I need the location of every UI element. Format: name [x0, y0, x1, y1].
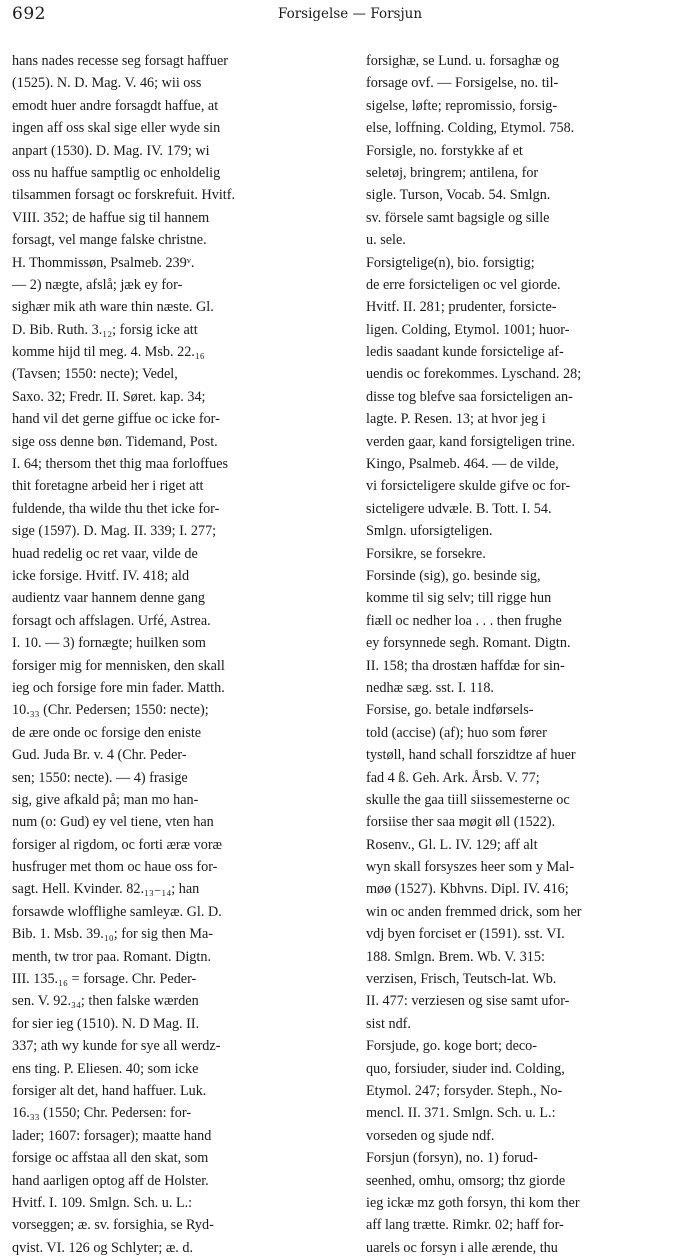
text-line: Forsinde (sig), go. besinde sig,: [366, 567, 541, 584]
text-line: de ære onde oc forsige den eniste: [12, 724, 202, 741]
text-line: VIII. 352; de haffue sig til hannem: [12, 209, 210, 226]
text-line: Gud. Juda Br. v. 4 (Chr. Peder-: [12, 747, 187, 764]
text-line: num (o: Gud) ey vel tiene, vten han: [12, 814, 214, 831]
text-line: Forsigle, no. forstykke af et: [366, 142, 523, 159]
text-line: komme til sig selv; till rigge hun: [366, 590, 552, 607]
text-line: I. 64; thersom thet thig maa forloffues: [12, 456, 229, 473]
text-line: nedhæ sæg. sst. I. 118.: [366, 679, 494, 696]
page-header: [12, 4, 688, 30]
text-line: Bib. 1. Msb. 39.₁₀; for sig then Ma-: [12, 926, 214, 943]
text-line: Hvitf. II. 281; prudenter, forsicte-: [366, 299, 557, 316]
text-line: quo, forsiuder, siuder ind. Colding,: [366, 1060, 565, 1077]
text-line: hans nades recesse seg forsagt haffuer: [12, 53, 229, 69]
text-line: Forsikre, se forsekre.: [366, 545, 486, 562]
text-line: Etymol. 247; forsyder. Steph., No-: [366, 1082, 563, 1099]
left-column: [12, 50, 342, 1259]
right-column: [366, 50, 688, 1259]
text-line: (Tavsen; 1550: necte); Vedel,: [12, 366, 178, 383]
text-line: de erre forsicteligen oc vel giorde.: [366, 276, 561, 293]
text-line: I. 10. — 3) fornægte; huilken som: [12, 635, 206, 652]
text-line: forsage ovf. — Forsigelse, no. til-: [366, 75, 559, 92]
text-line: qvist. VI. 126 og Schlyter; æ. d.: [12, 1239, 194, 1256]
text-line: Saxo. 32; Fredr. II. Søret. kap. 34;: [12, 388, 206, 405]
text-line: møø (1527). Kbhvns. Dipl. IV. 416;: [366, 881, 569, 898]
text-line: vi forsicteligere skulde gifve oc for-: [366, 478, 571, 495]
text-line: 10.₃₃ (Chr. Pedersen; 1550: necte);: [12, 702, 209, 719]
text-line: for sier ieg (1510). N. D Mag. II.: [12, 1015, 200, 1032]
text-line: tystøll, hand schall forszidtze af huer: [366, 747, 576, 764]
text-line: ingen aff oss skal sige eller wyde sin: [12, 120, 221, 137]
text-line: thit foretagne arbeid her i riget att: [12, 478, 204, 495]
text-line: Forsjun (forsyn), no. 1) forud-: [366, 1150, 538, 1167]
text-line: tilsammen forsagt oc forskrefuit. Hvitf.: [12, 187, 236, 204]
text-line: Forsjude, go. koge bort; deco-: [366, 1038, 538, 1055]
text-line: sigelse, løfte; repromissio, forsig-: [366, 97, 558, 114]
text-line: Kingo, Psalmeb. 464. — de vilde,: [366, 456, 559, 473]
running-head: Forsigelse — Forsjun: [277, 6, 423, 22]
text-line: forsiger mig for mennisken, den skall: [12, 657, 225, 674]
text-line: oss nu haffue samptlig oc enholdelig: [12, 164, 221, 181]
text-line: wyn skall forsyszes heer som y Mal-: [366, 859, 575, 876]
text-line: ens ting. P. Eliesen. 40; som icke: [12, 1060, 199, 1077]
text-line: uarels oc forsyn i alle ærende, thu: [366, 1239, 558, 1256]
text-line: sicteligere udvæle. B. Tott. I. 54.: [366, 500, 552, 517]
text-line: sige (1597). D. Mag. II. 339; I. 277;: [12, 523, 217, 540]
text-line: komme hijd til meg. 4. Msb. 22.₁₆: [12, 344, 205, 361]
text-line: forsiise ther saa møgit øll (1522).: [366, 814, 556, 831]
page-number: 692: [12, 4, 46, 24]
text-line: lagte. P. Resen. 13; at hvor jeg i: [366, 411, 546, 428]
text-line: ledis saadant kunde forsictelige af-: [366, 344, 564, 361]
text-line: sig, give afkald på; man mo han-: [12, 791, 199, 808]
text-line: audientz vaar hannem denne gang: [12, 590, 206, 607]
text-line: Forsise, go. betale indførsels-: [366, 702, 534, 719]
text-line: vorseden og sjude ndf.: [366, 1127, 495, 1144]
text-line: sige oss denne bøn. Tidemand, Post.: [12, 433, 218, 450]
text-line: Rosenv., Gl. L. IV. 129; aff alt: [366, 836, 538, 853]
text-line: 16.₃₃ (1550; Chr. Pedersen: for-: [12, 1105, 192, 1122]
text-line: disse tog blefve saa forsicteligen an-: [366, 388, 573, 405]
text-line: huad redelig oc ret vaar, vilde de: [12, 545, 198, 562]
text-line: husfruger met thom oc haue oss for-: [12, 859, 218, 876]
text-line: forsagt, vel mange falske christne.: [12, 232, 207, 249]
text-line: 337; ath wy kunde for sye all werdz-: [12, 1038, 221, 1055]
text-line: verden gaar, kand forsigteligen trine.: [366, 433, 576, 450]
text-line: fad 4 ß. Geh. Ark. Årsb. V. 77;: [366, 769, 540, 786]
text-line: D. Bib. Ruth. 3.₁₂; forsig icke att: [12, 321, 198, 338]
text-line: II. 158; tha drostæn haffdæ for sin-: [366, 657, 565, 674]
text-line: seenhed, omhu, omsorg; thz giorde: [366, 1172, 566, 1189]
text-line: vdj byen forciset er (1591). sst. VI.: [366, 926, 565, 943]
text-line: forsiger alt det, hand haffuer. Luk.: [12, 1082, 207, 1099]
text-line: skulle the gaa tiill siissemesterne oc: [366, 791, 570, 808]
text-line: sist ndf.: [366, 1015, 411, 1032]
text-line: fiæll oc nedher loa . . . then frughe: [366, 612, 562, 629]
text-line: verzisen, Frisch, Teutsch-lat. Wb.: [366, 971, 557, 988]
text-line: u. sele.: [366, 232, 406, 249]
text-line: ieg och forsige fore min fader. Matth.: [12, 679, 225, 696]
text-line: hand vil det gerne giffue oc icke for-: [12, 411, 220, 428]
text-line: ligen. Colding, Etymol. 1001; huor-: [366, 321, 570, 338]
text-line: II. 477: verziesen og sise samt ufor-: [366, 993, 570, 1010]
text-line: win oc anden fremmed drick, som her: [366, 903, 582, 920]
text-line: forsawde wlofflighe samleyæ. Gl. D.: [12, 903, 222, 920]
text-line: — 2) nægte, afslå; jæk ey for-: [12, 276, 183, 293]
text-line: aff lang trætte. Rimkr. 02; haff for-: [366, 1217, 564, 1234]
text-line: sen. V. 92.₃₄; then falske wærden: [12, 993, 199, 1010]
text-line: emodt huer andre forsagdt haffue, at: [12, 97, 219, 114]
text-line: forsagt och affslagen. Urfé, Astrea.: [12, 612, 211, 629]
text-line: menth, tw tror paa. Romant. Digtn.: [12, 948, 211, 965]
text-line: ieg ickæ mz goth forsyn, thi kom ther: [366, 1194, 580, 1211]
text-line: Hvitf. I. 109. Smlgn. Sch. u. L.:: [12, 1194, 193, 1211]
text-line: sen; 1550: necte). — 4) frasige: [12, 769, 188, 786]
text-line: H. Thommissøn, Psalmeb. 239ᵛ.: [12, 254, 195, 271]
text-line: Smlgn. uforsigteligen.: [366, 523, 493, 540]
text-line: seletøj, bringrem; antilena, for: [366, 164, 539, 181]
text-line: sigle. Turson, Vocab. 54. Smlgn.: [366, 187, 551, 204]
text-line: vorseggen; æ. sv. forsighia, se Ryd-: [12, 1217, 214, 1234]
text-line: icke forsige. Hvitf. IV. 418; ald: [12, 567, 190, 584]
text-line: anpart (1530). D. Mag. IV. 179; wi: [12, 142, 210, 159]
text-line: fuldende, tha wilde thu thet icke for-: [12, 500, 220, 517]
text-line: III. 135.₁₆ = forsage. Chr. Peder-: [12, 971, 197, 988]
text-line: forsiger al rigdom, oc forti æræ voræ: [12, 836, 223, 853]
text-line: sv. försele samt bagsigle og sille: [366, 209, 550, 226]
text-line: (1525). N. D. Mag. V. 46; wii oss: [12, 75, 202, 92]
text-line: ey forsynnede segh. Romant. Digtn.: [366, 635, 571, 652]
text-line: mencl. II. 371. Smlgn. Sch. u. L.:: [366, 1105, 556, 1122]
text-line: forsige oc affstaa all den skat, som: [12, 1150, 209, 1167]
text-line: forsighæ, se Lund. u. forsaghæ og: [366, 53, 560, 69]
text-line: 188. Smlgn. Brem. Wb. V. 315:: [366, 948, 545, 965]
text-line: sighær mik ath ware thin næste. Gl.: [12, 299, 214, 316]
text-line: told (accise) (af); huo som fører: [366, 724, 547, 741]
text-line: Forsigtelige(n), bio. forsigtig;: [366, 254, 535, 271]
text-line: uendis oc forekommes. Lyschand. 28;: [366, 366, 582, 383]
text-line: hand aarligen optog aff de Holster.: [12, 1172, 209, 1189]
text-line: else, loffning. Colding, Etymol. 758.: [366, 120, 575, 137]
text-line: sagt. Hell. Kvinder. 82.₁₃₋₁₄; han: [12, 881, 200, 898]
text-line: lader; 1607: forsager); maatte hand: [12, 1127, 212, 1144]
